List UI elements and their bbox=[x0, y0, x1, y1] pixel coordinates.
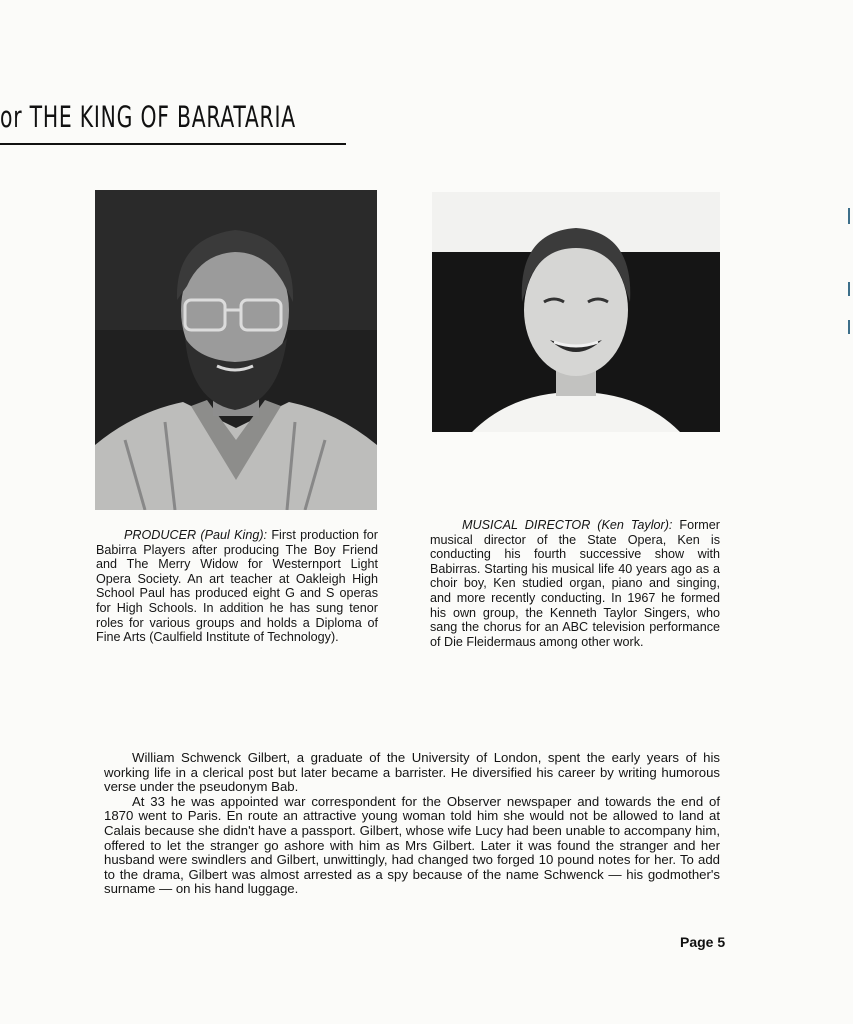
title-underline bbox=[0, 143, 346, 145]
producer-role: PRODUCER (Paul King): bbox=[124, 528, 268, 542]
edge-mark bbox=[848, 320, 850, 334]
musical-director-bio: Former musical director of the State Opera, Ken is conducting his fourth successive show with Babirras. Starting his musical life 40 years ago as a choir boy, Ken studied organ, piano and singing, and more recently conducting. In 1967 he formed his own group, the Kenneth Taylor Singers, who sang the chorus for an ABC television performance of Die Fleidermaus among other work. bbox=[430, 518, 720, 649]
bio-paragraph: At 33 he was appointed war correspondent for the Observer newspaper and towards the end of 1870 went to Paris. En route an attractive young woman told him she would not be allowed to land at Calais because she didn't have a passport. Gilbert, whose wife Lucy had been unable to accompany him, offered to let the stranger go ashore with him as Mrs Gilbert. Later it was found the stranger and her husband were swindlers and Gilbert, unwittingly, had changed two forged 10 pound notes for her. To add to the drama, Gilbert was almost arrested as a spy because of the name Schwenck — his godmother's surname — on his hand luggage. bbox=[104, 793, 720, 897]
edge-mark bbox=[848, 282, 850, 296]
edge-mark bbox=[848, 208, 850, 224]
musical-director-photo bbox=[432, 192, 720, 432]
gilbert-biography bbox=[104, 751, 720, 897]
producer-caption bbox=[96, 528, 378, 645]
musical-director-role: MUSICAL DIRECTOR (Ken Taylor): bbox=[462, 518, 673, 532]
musical-director-caption bbox=[430, 518, 720, 649]
bio-paragraph: William Schwenck Gilbert, a graduate of the University of London, spent the early years of his working life in a clerical post but later became a barrister. He diversified his career by writing humorous verse under the pseudonym Bab. bbox=[104, 750, 720, 795]
page-number: Page 5 bbox=[680, 934, 726, 950]
page-title: or THE KING OF BARATARIA bbox=[0, 100, 296, 134]
producer-photo bbox=[95, 190, 377, 510]
producer-bio: First production for Babirra Players after producing The Boy Friend and The Merry Widow for Westernport Light Opera Society. An art teacher at Oakleigh High School Paul has produced eight G and S operas for High Schools. In addition he has sung tenor roles for various groups and holds a Diploma of Fine Arts (Caulfield Institute of Technology). bbox=[96, 528, 378, 645]
